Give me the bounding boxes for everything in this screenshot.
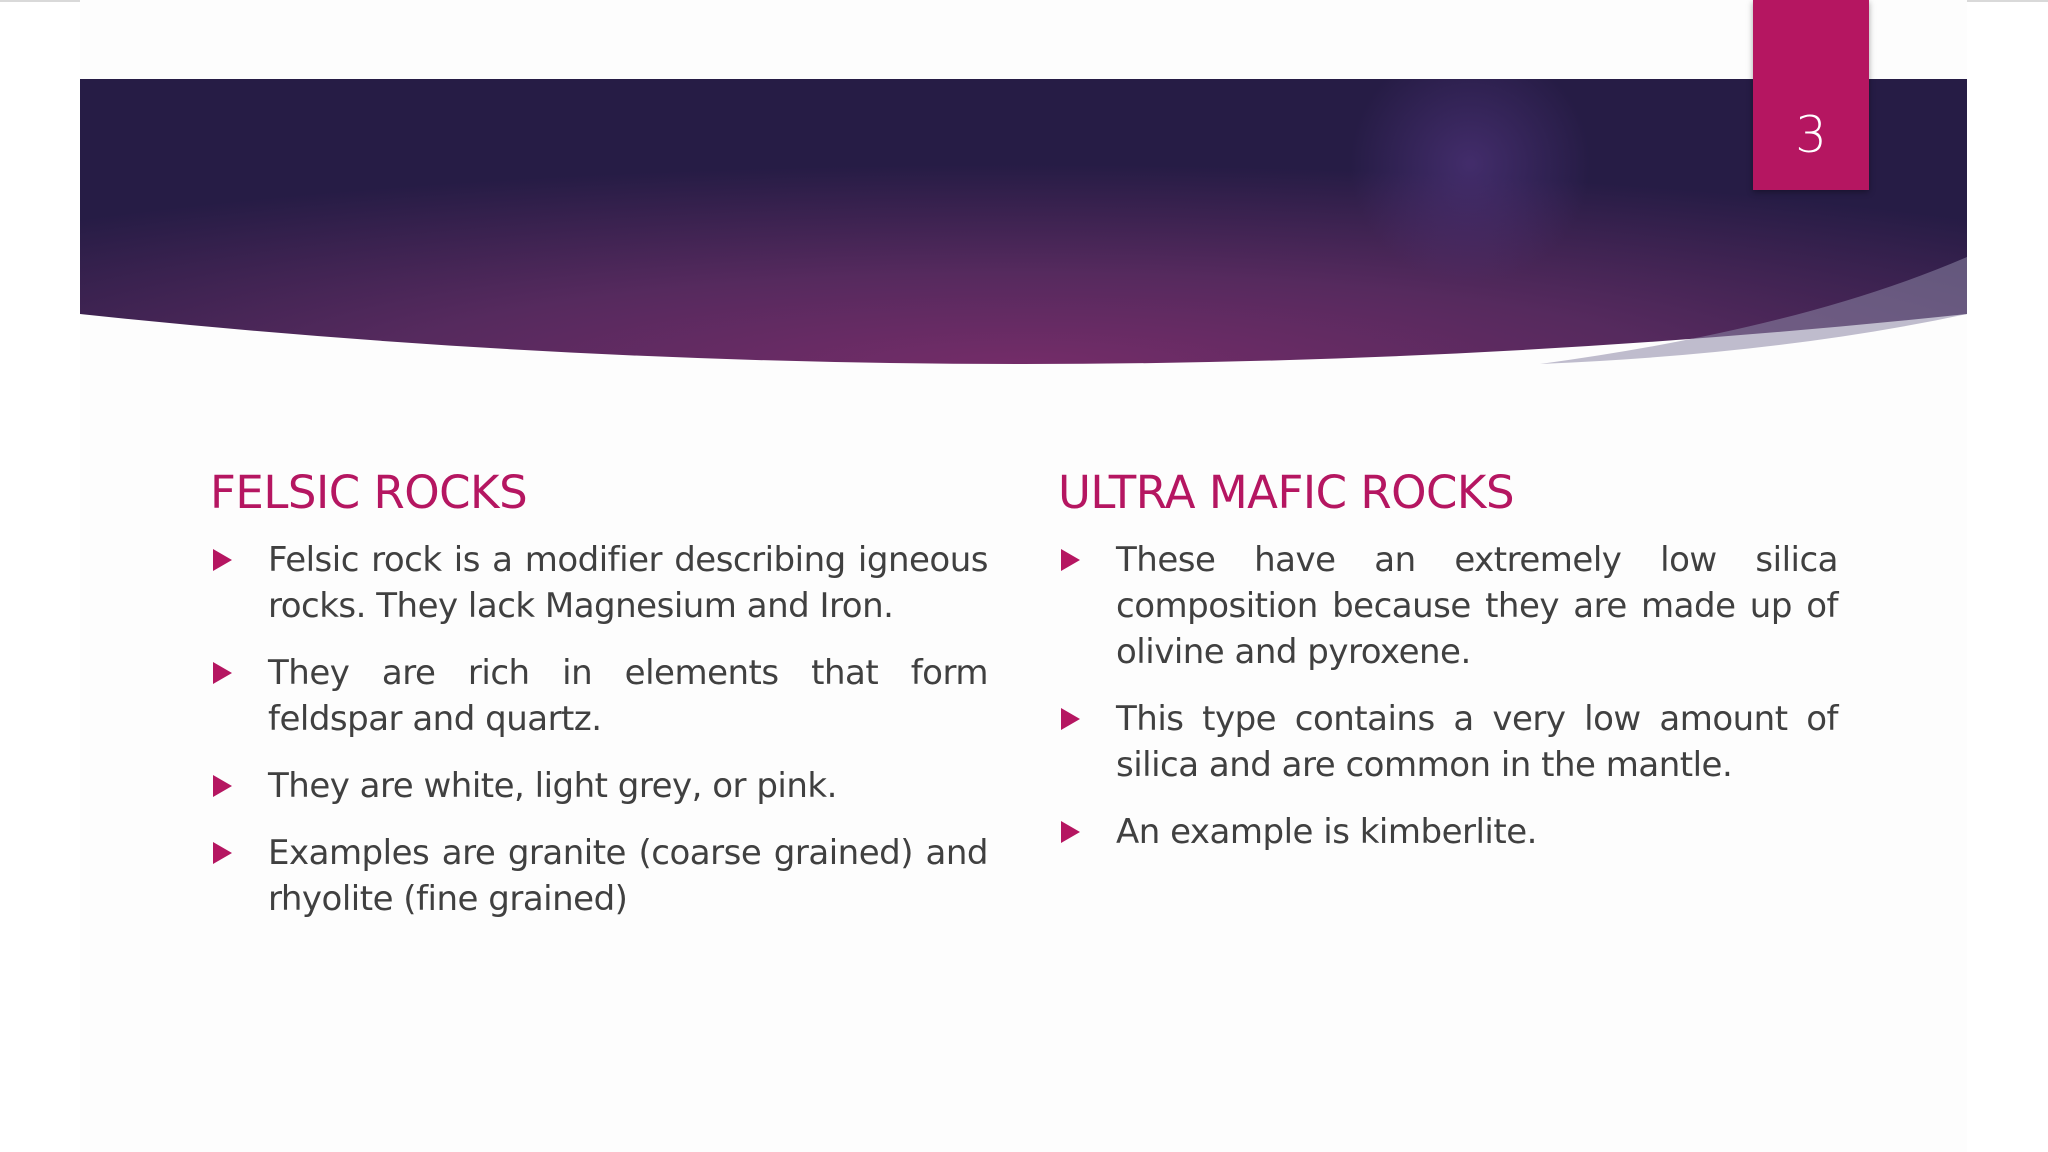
triangle-bullet-icon: [1061, 708, 1080, 730]
list-item: [1058, 696, 1838, 788]
header-banner: [80, 79, 1967, 384]
list-item: [210, 537, 988, 629]
list-item: [210, 650, 988, 742]
list-item: [210, 763, 988, 809]
bullet-text: These have an extremely low silica composition because they are made up of olivine and pyroxene.: [1116, 540, 1838, 672]
list-item: [210, 830, 988, 922]
ultramafic-column: [1058, 466, 1838, 876]
list-item: [1058, 537, 1838, 675]
bullet-text: Felsic rock is a modifier describing igneous rocks. They lack Magnesium and Iron.: [268, 540, 988, 626]
bullet-text: They are rich in elements that form feldspar and quartz.: [268, 653, 988, 739]
felsic-heading: FELSIC ROCKS: [210, 466, 528, 519]
triangle-bullet-icon: [213, 662, 232, 684]
felsic-bullet-list: [210, 537, 988, 922]
triangle-bullet-icon: [213, 775, 232, 797]
page-number: 3: [1795, 106, 1827, 164]
triangle-bullet-icon: [1061, 821, 1080, 843]
felsic-column: [210, 466, 988, 943]
bullet-text: They are white, light grey, or pink.: [268, 766, 837, 806]
list-item: [1058, 809, 1838, 855]
triangle-bullet-icon: [213, 549, 232, 571]
bullet-text: This type contains a very low amount of silica and are common in the mantle.: [1116, 699, 1838, 785]
ultramafic-heading: ULTRA MAFIC ROCKS: [1058, 466, 1515, 519]
triangle-bullet-icon: [213, 842, 232, 864]
bullet-text: Examples are granite (coarse grained) and rhyolite (fine grained): [268, 833, 988, 919]
triangle-bullet-icon: [1061, 549, 1080, 571]
ultramafic-bullet-list: [1058, 537, 1838, 855]
bullet-text: An example is kimberlite.: [1116, 812, 1537, 852]
page-number-badge: [1753, 0, 1869, 190]
